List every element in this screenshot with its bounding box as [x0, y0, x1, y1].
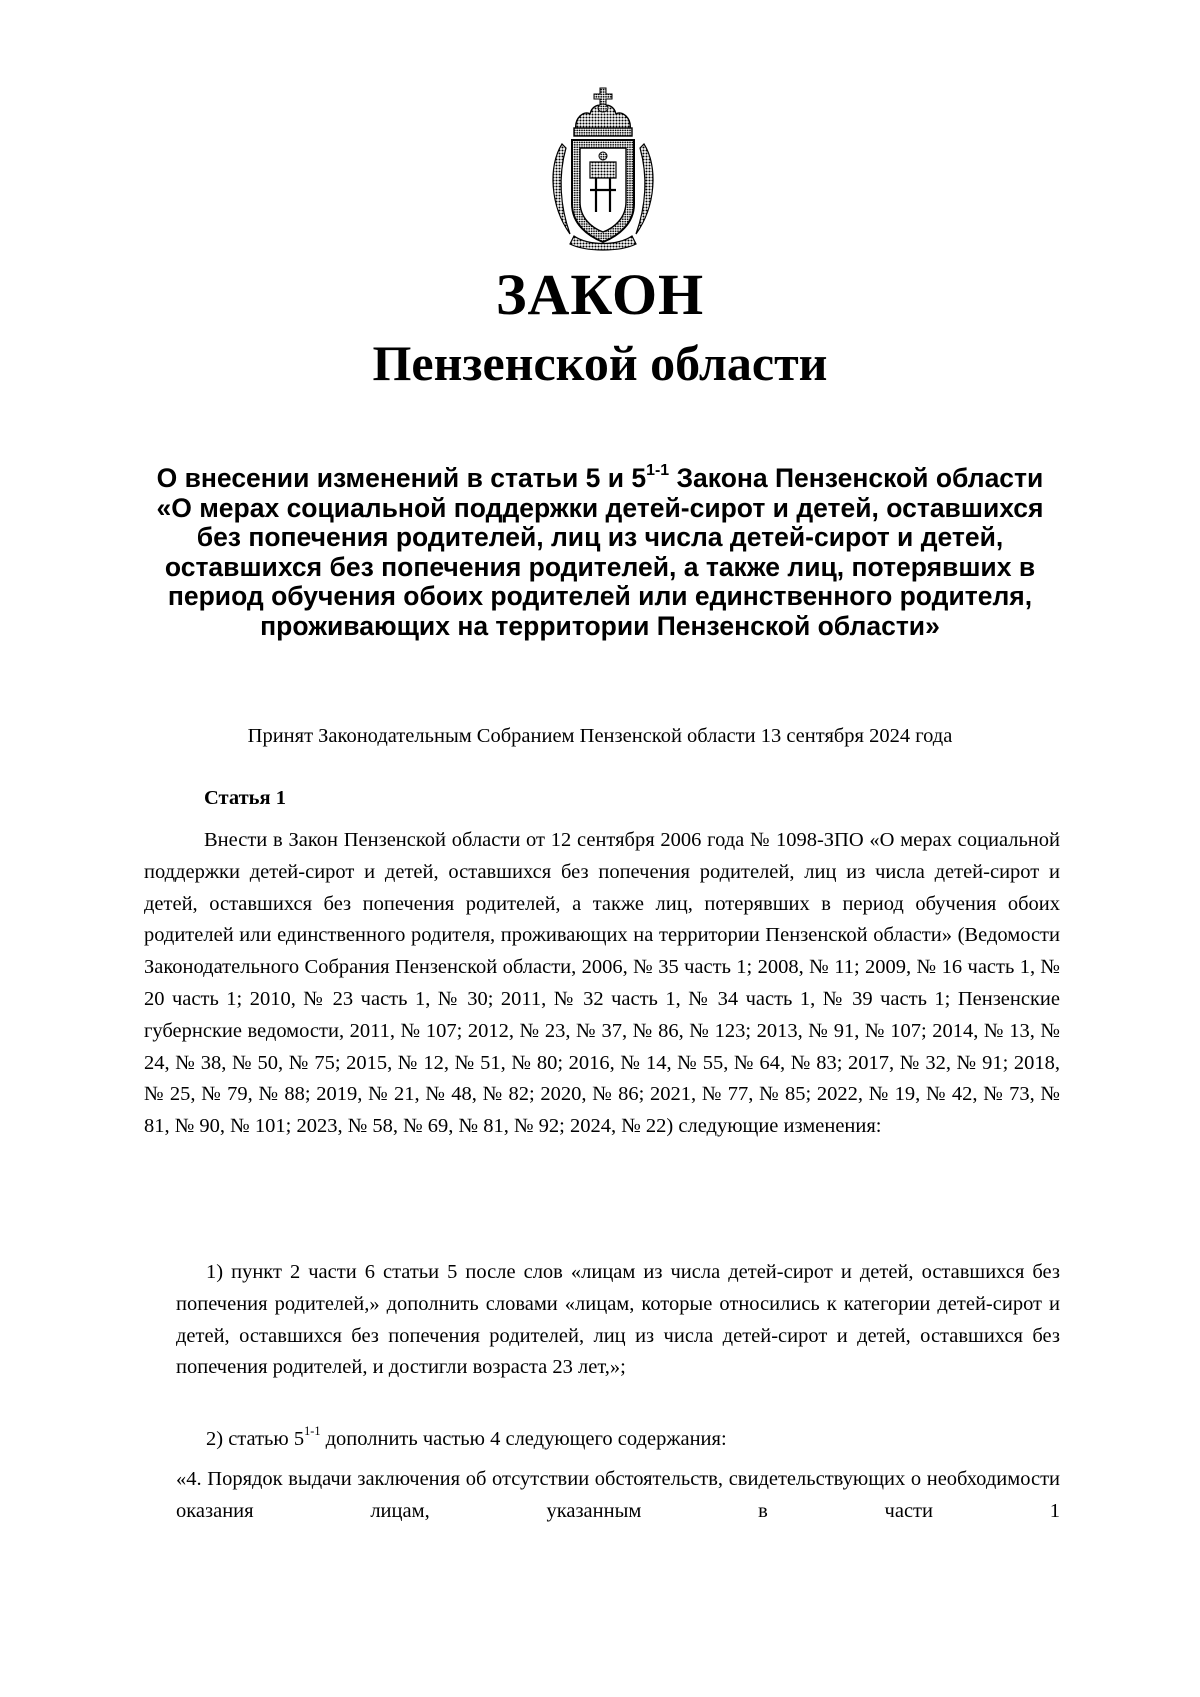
item2-part-2: дополнить частью 4 следующего содержания:: [320, 1428, 727, 1450]
region-title: Пензенской области: [372, 335, 828, 391]
amendment-item-2: [176, 1424, 1060, 1456]
item2-part-1: 2) статью 5: [206, 1428, 305, 1450]
article-title: Статья 1: [204, 787, 286, 809]
amendment-item-1: 1) пункт 2 части 6 статьи 5 после слов «лицам из числа детей-сирот и детей, оставшихся без попечения родителей,» дополнить словами «лицам, которые относились к категории детей-сирот и детей, оставшихся без попечения родителей, лиц из числа детей-сирот и детей, оставшихся без попечения родителей, и достигли возраста 23 лет,»;: [176, 1261, 1060, 1379]
item2-superscript: 1-1: [304, 1424, 321, 1439]
penza-coat-of-arms-icon: [540, 86, 666, 252]
heading-part-2: Закона Пензенской области «О мерах социальной поддержки детей-сирот и детей, оставшихся без попечения родителей, лиц из числа детей-сирот и детей, оставшихся без попечения родителей, а также лиц, потерявших в период обучения обоих родителей или единственного родителя, проживающих на территории Пензенской области»: [156, 463, 1044, 641]
heading-part-1: О внесении изменений в статьи 5 и 5: [156, 463, 647, 493]
quoted-part-4: «4. Порядок выдачи заключения об отсутствии обстоятельств, свидетельствующих о необходимости оказания лицам, указанным в части 1: [176, 1468, 1060, 1522]
heading-superscript: 1-1: [646, 461, 670, 479]
law-title: ЗАКОН: [495, 262, 705, 327]
adoption-note: Принят Законодательным Собранием Пензенской области 13 сентября 2024 года: [247, 725, 953, 747]
law-heading: [140, 461, 1060, 641]
article-intro-paragraph: Внести в Закон Пензенской области от 12 сентября 2006 года № 1098-ЗПО «О мерах социальной поддержки детей-сирот и детей, оставшихся без попечения родителей, лиц из числа детей-сирот и детей, оставшихся без попечения родителей, а также лиц, потерявших в период обучения обоих родителей или единственного родителя, проживающих на территории Пензенской области» (Ведомости Законодательного Собрания Пензенской области, 2006, № 35 часть 1; 2008, № 11; 2009, № 16 часть 1, № 20 часть 1; 2010, № 23 часть 1, № 30; 2011, № 32 часть 1, № 34 часть 1, № 39 часть 1; Пензенские губернские ведомости, 2011, № 107; 2012, № 23, № 37, № 86, № 123; 2013, № 91, № 107; 2014, № 13, № 24, № 38, № 50, № 75; 2015, № 12, № 51, № 80; 2016, № 14, № 55, № 64, № 83; 2017, № 32, № 91; 2018, № 25, № 79, № 88; 2019, № 21, № 48, № 82; 2020, № 86; 2021, № 77, № 85; 2022, № 19, № 42, № 73, № 81, № 90, № 101; 2023, № 58, № 69, № 81, № 92; 2024, № 22) следующие изменения:: [144, 829, 1060, 1138]
